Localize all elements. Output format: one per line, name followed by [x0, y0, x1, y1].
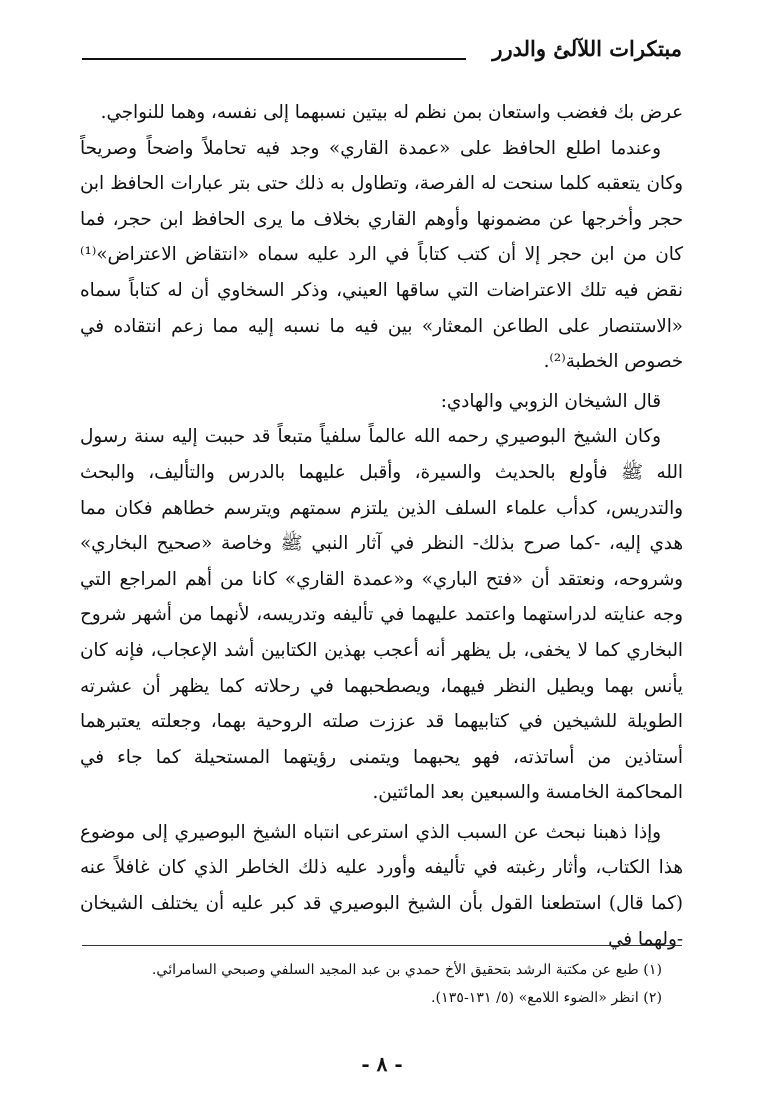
- header-rule: [82, 58, 466, 60]
- body-text: [80, 95, 683, 957]
- running-header: [82, 36, 682, 76]
- footnote-separator: [82, 945, 682, 946]
- footnote-2: (٢) انظر «الضوء اللامع» (٥/ ١٣١-١٣٥).: [431, 990, 662, 1006]
- paragraph-5: وإذا ذهبنا نبحث عن السبب الذي استرعى انتباه الشيخ البوصيري إلى موضوع هذا الكتاب، وأثار رغبته في تأليفه وأورد عليه ذلك الخاطر الذي كان غافلاً عنه (كما قال) استطعنا القول بأن الشيخ البوصيري قد كبر عليه أن يختلف الشيخان -ولهما في: [80, 821, 683, 950]
- page-number: - ٨ -: [361, 1052, 403, 1076]
- footnotes: [82, 956, 662, 1012]
- header-title: مبتكرات اللآلئ والدرر: [492, 36, 682, 61]
- paragraph-2: وعندما اطلع الحافظ على «عمدة القاري» وجد فيه تحاملاً واضحاً وصريحاً وكان يتعقبه كلما سنحت له الفرصة، وتطاول به ذلك حتى بتر عبارات الحافظ ابن حجر وأخرجها عن مضمونها وأوهم القاري بخلاف ما يرى الحافظ ابن حجر، فما كان من ابن حجر إلا أن كتب كتاباً في الرد عليه سماه «انتقاض الاعتراض»⁽¹⁾ نقض فيه تلك الاعتراضات التي ساقها العيني، وذكر السخاوي أن له كتاباً سماه «الاستنصار على الطاعن المعثار» بين فيه ما نسبه إليه مما زعم انتقاده في خصوص الخطبة⁽²⁾.: [80, 137, 683, 373]
- paragraph-4: وكان الشيخ البوصيري رحمه الله عالماً سلفياً متبعاً قد حببت إليه سنة رسول الله ﷺ فأولع بالحديث والسيرة، وأقبل عليهما بالدرس والتأليف، والبحث والتدريس، كدأب علماء السلف الذين يلتزم سمتهم ويترسم خطاهم فكان مما هدي إليه، -كما صرح بذلك- النظر في آثار النبي ﷺ وخاصة «صحيح البخاري» وشروحه، ونعتقد أن «فتح الباري» و«عمدة القاري» كانا من أهم المراجع التي وجه عنايته لدراستهما واعتمد عليهما في تأليفه وتدريسه، لأنهما من أشهر شروح البخاري كما لا يخفى، بل يظهر أنه أعجب بهذين الكتابين أشد الإعجاب، فإنه كان يأنس بهما ويطيل النظر فيهما، ويصطحبهما في رحلاته كما يظهر أن عشرته الطويلة للشيخين في كتابيهما قد عززت صلته الروحية بهما، وجعلته يعتبرهما أستاذين من أساتذته، فهو يحبهما ويتمنى رؤيتهما المستحيلة كما جاء في المحاكمة الخامسة والسبعين بعد المائتين.: [80, 426, 683, 804]
- footnote-1: (١) طبع عن مكتبة الرشد بتحقيق الأخ حمدي بن عبد المجيد السلفي وصبحي السامرائي.: [151, 962, 662, 978]
- paragraph-3: قال الشيخان الزوبي والهادي:: [440, 390, 661, 412]
- paragraph-1: عرض بك فغضب واستعان بمن نظم له بيتين نسبهما إلى نفسه، وهما للنواجي.: [100, 102, 683, 123]
